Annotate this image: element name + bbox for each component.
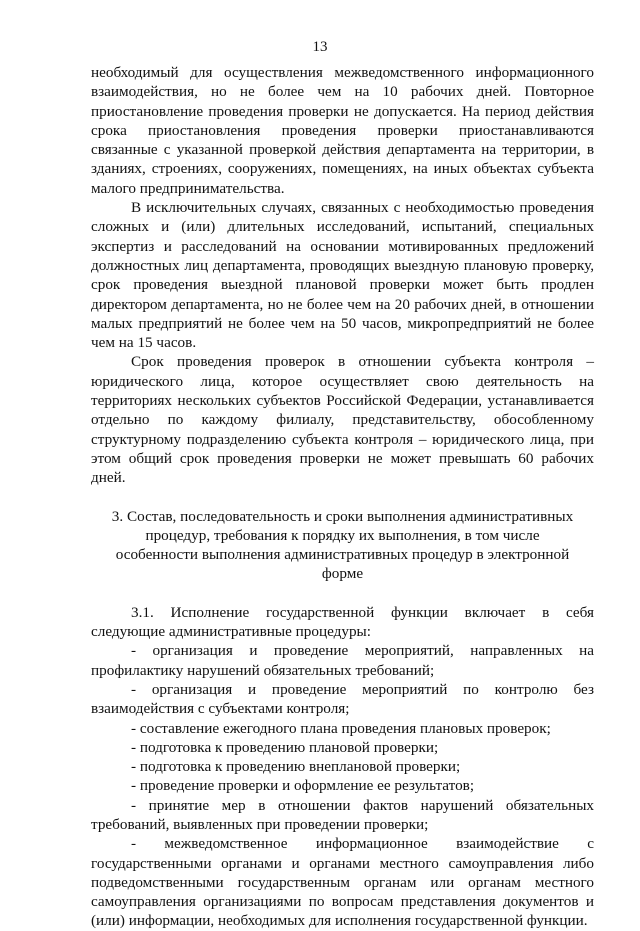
page-body (91, 63, 594, 931)
procedure-item: - принятие мер в отношении фактов нарушений обязательных требований, выявленных при проведении проверки; (91, 796, 594, 833)
procedure-item: - проведение проверки и оформление ее результатов; (131, 777, 475, 795)
paragraph-continuation: необходимый для осуществления межведомственного информационного взаимодействия, но не более чем на 10 рабочих дней. Повторное приостановление проведения проверки не допускается. На период действия срока приостановления проведения проверки приостанавливаются связанные с указанной проверкой действия департамента на территории, в зданиях, строениях, сооружениях, помещениях, на иных объектах субъекта малого предпринимательства. (91, 64, 594, 197)
procedure-item: - составление ежегодного плана проведения плановых проверок; (131, 719, 551, 737)
procedure-item: - межведомственное информационное взаимодействие с государственными органами и органами местного самоуправления либо подведомственными государственным органам или органам местного самоуправления организациями по вопросам представления документов и (или) информации, необходимых для исполнения государственной функции. (91, 835, 594, 930)
section-heading: 3. Состав, последовательность и сроки выполнения административных процедур, требования к порядку их выполнения, в том числе особенности выполнения административных процедур в электронной форме (111, 507, 574, 583)
page-number: 13 (312, 39, 328, 55)
procedure-item: - подготовка к проведению внеплановой проверки; (131, 758, 461, 776)
procedure-item: - организация и проведение мероприятий, направленных на профилактику нарушений обязательных требований; (91, 642, 594, 679)
procedure-item: - организация и проведение мероприятий по контролю без взаимодействия с субъектами контроля; (91, 680, 594, 718)
paragraph-exceptional-cases: В исключительных случаях, связанных с необходимостью проведения сложных и (или) длительных исследований, испытаний, специальных экспертиз и расследований на основании мотивированных предложений должностных лиц департамента, проводящих выездную плановую проверку, срок проведения выездной плановой проверки может быть продлен директором департамента, но не более чем на 20 рабочих дней, в отношении малых предприятий не более чем на 50 часов, микропредприятий не более чем на 15 часов. (91, 199, 594, 352)
paragraph-inspection-term: Срок проведения проверок в отношении субъекта контроля – юридического лица, которое осуществляет свою деятельность на территориях нескольких субъектов Российской Федерации, устанавливается отдельно по каждому филиалу, представительству, обособленному структурному подразделению субъекта контроля – юридического лица, при этом общий срок проведения проверки не может превышать 60 рабочих дней. (91, 353, 594, 487)
paragraph-3-1-intro: 3.1. Исполнение государственной функции включает в себя следующие административные процедуры: (91, 603, 594, 641)
procedure-item: - подготовка к проведению плановой проверки; (131, 738, 439, 756)
